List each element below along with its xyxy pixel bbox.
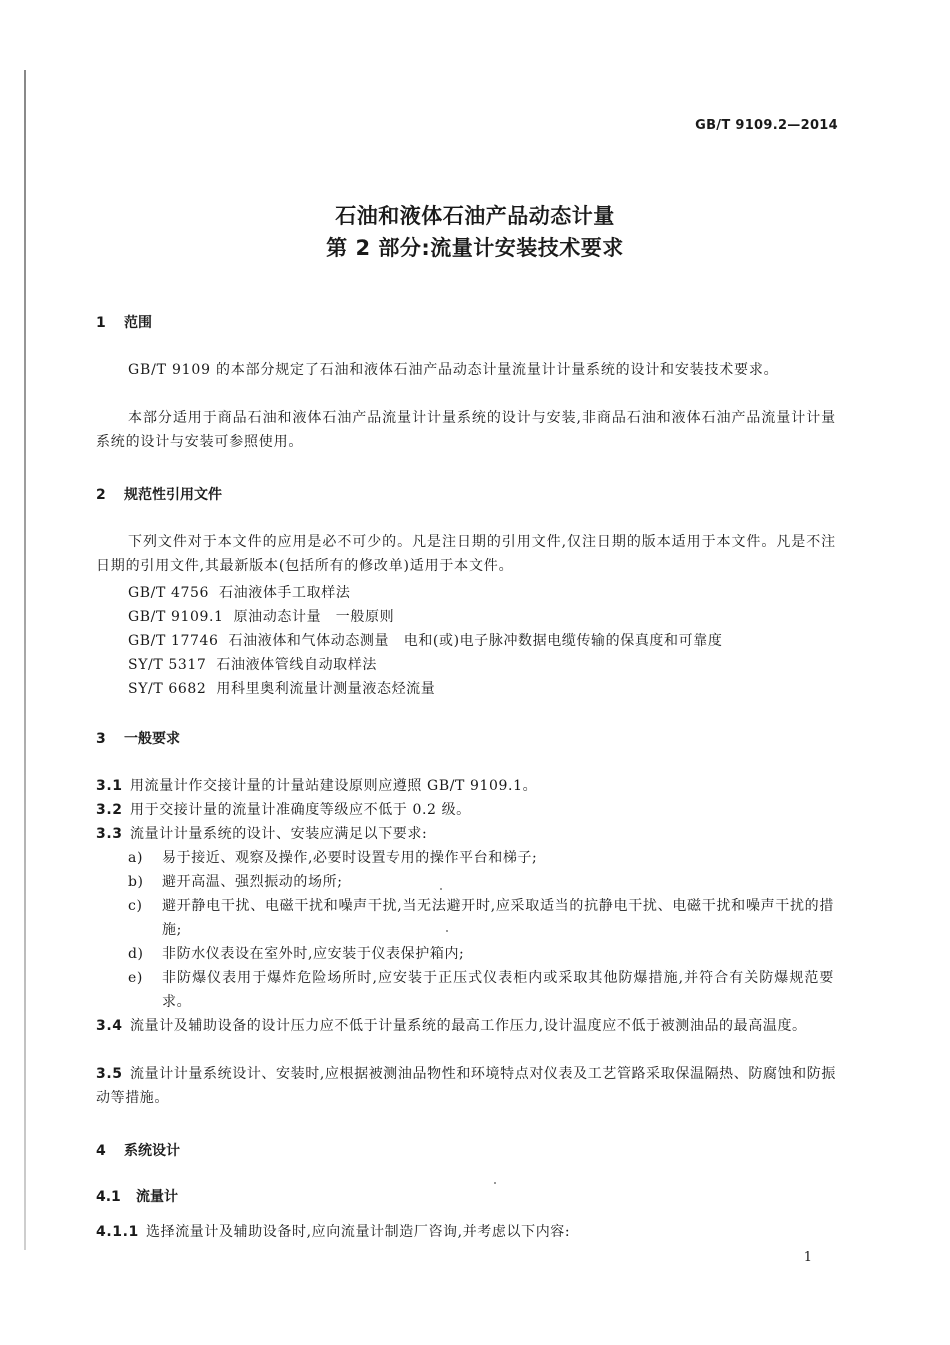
list-marker: d) [128,946,144,962]
clause-number: 3.3 [96,826,123,842]
clause-4-1-1 [96,1220,836,1244]
clause-number: 3.5 [96,1066,123,1082]
section-2-heading [96,484,222,504]
section-number: 3 [96,731,106,747]
clause-number: 3.1 [96,778,123,794]
document-title-line2: 第 2 部分:流量计安装技术要求 [326,236,624,260]
subsection-4-1-heading [96,1186,178,1206]
section-number: 2 [96,487,106,503]
reference-title: 石油液体和气体动态测量 电和(或)电子脉冲数据电缆传输的保真度和可靠度 [228,633,723,649]
references-intro-paragraph: 下列文件对于本文件的应用是必不可少的。凡是注日期的引用文件,仅注日期的版本适用于本文件。凡是不注日期的引用文件,其最新版本(包括所有的修改单)适用于本文件。 [96,534,836,574]
section-1-heading [96,312,152,332]
section-4-heading [96,1140,180,1160]
list-item [128,966,834,1014]
clause-number: 4.1.1 [96,1224,139,1240]
list-text: 非防水仪表设在室外时,应安装于仪表保护箱内; [162,946,465,962]
clause-text: 流量计计量系统设计、安装时,应根据被测油品物性和环境特点对仪表及工艺管路采取保温隔热、防腐蚀和防振动等措施。 [96,1066,836,1106]
clause-3-4 [96,1014,836,1038]
reference-item [128,582,350,602]
reference-title: 原油动态计量 一般原则 [233,609,395,625]
scope-paragraph-2: 本部分适用于商品石油和液体石油产品流量计计量系统的设计与安装,非商品石油和液体石油产品流量计计量系统的设计与安装可参照使用。 [96,410,836,450]
reference-item [128,630,722,650]
clause-text: 用流量计作交接计量的计量站建设原则应遵照 GB/T 9109.1。 [130,778,538,794]
clause-number: 3.2 [96,802,123,818]
standard-code: GB/T 9109.2—2014 [695,118,838,133]
reference-item [128,606,394,626]
list-item [128,942,834,966]
clause-text: 流量计计量系统的设计、安装应满足以下要求: [130,826,428,842]
reference-code: SY/T 5317 [128,657,207,673]
section-title: 规范性引用文件 [124,487,222,503]
list-marker: c) [128,898,143,914]
section-3-heading [96,728,180,748]
subsection-title: 流量计 [136,1189,178,1205]
list-marker: e) [128,970,143,986]
clause-3-3 [96,822,836,846]
section-number: 4 [96,1143,106,1159]
reference-title: 石油液体管线自动取样法 [216,657,377,673]
list-item [128,846,834,870]
reference-code: SY/T 6682 [128,681,207,697]
clause-3-2 [96,798,836,822]
reference-code: GB/T 17746 [128,633,219,649]
clause-3-1 [96,774,836,798]
document-title-line1: 石油和液体石油产品动态计量 [335,204,615,228]
list-item [128,870,834,894]
clause-text: 用于交接计量的流量计准确度等级应不低于 0.2 级。 [130,802,471,818]
list-text: 避开高温、强烈振动的场所; [162,874,343,890]
reference-code: GB/T 4756 [128,585,210,601]
scan-speck [446,930,448,932]
list-text: 避开静电干扰、电磁干扰和噪声干扰,当无法避开时,应采取适当的抗静电干扰、电磁干扰和噪声干扰的措施; [162,898,834,938]
section-title: 一般要求 [124,731,180,747]
reference-title: 石油液体手工取样法 [219,585,351,601]
section-title: 范围 [124,315,152,331]
list-text: 非防爆仪表用于爆炸危险场所时,应安装于正压式仪表柜内或采取其他防爆措施,并符合有关防爆规范要求。 [162,970,834,1010]
scan-speck [494,1182,496,1184]
reference-item [128,654,377,674]
reference-title: 用科里奥利流量计测量液态烃流量 [216,681,436,697]
subsection-number: 4.1 [96,1189,121,1205]
scan-speck [440,888,442,890]
section-number: 1 [96,315,106,331]
clause-text: 流量计及辅助设备的设计压力应不低于计量系统的最高工作压力,设计温度应不低于被测油品的最高温度。 [130,1018,807,1034]
clause-text: 选择流量计及辅助设备时,应向流量计制造厂咨询,并考虑以下内容: [146,1224,571,1240]
clause-3-5 [96,1062,836,1110]
scope-paragraph-1: GB/T 9109 的本部分规定了石油和液体石油产品动态计量流量计计量系统的设计和安装技术要求。 [128,362,779,378]
clause-number: 3.4 [96,1018,123,1034]
section-title: 系统设计 [124,1143,180,1159]
page-number: 1 [803,1250,812,1265]
list-marker: a) [128,850,144,866]
list-item [128,894,834,942]
list-text: 易于接近、观察及操作,必要时设置专用的操作平台和梯子; [162,850,538,866]
reference-item [128,678,435,698]
reference-code: GB/T 9109.1 [128,609,224,625]
list-marker: b) [128,874,144,890]
